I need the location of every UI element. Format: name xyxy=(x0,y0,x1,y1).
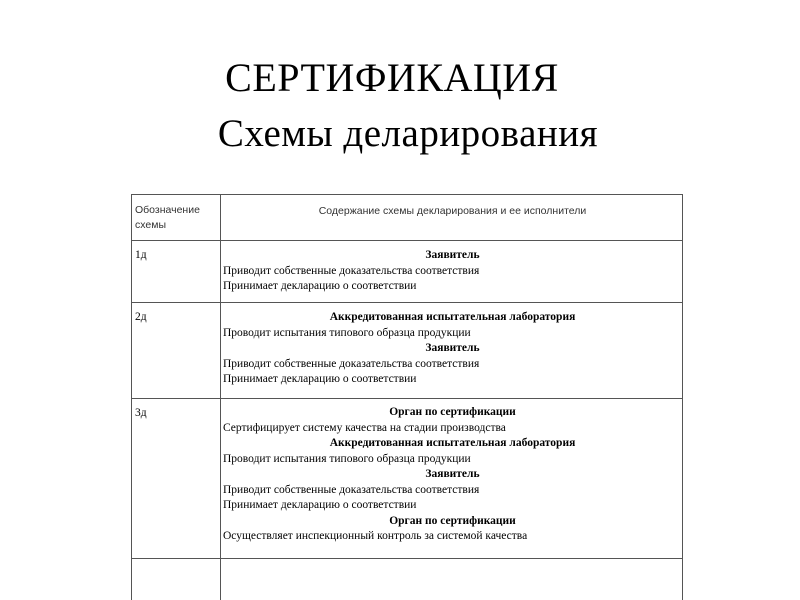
performer-heading: Заявитель xyxy=(425,249,480,261)
performer-heading: Орган по сертификации xyxy=(389,514,516,527)
table-row xyxy=(132,303,682,399)
column-header-scheme-content: Содержание схемы декларирования и ее исполнители xyxy=(318,205,587,217)
performer-action: Осуществляет инспекционный контроль за системой качества xyxy=(223,530,528,542)
performer-action: Приводит собственные доказательства соответствия xyxy=(223,483,480,496)
performer-action: Принимает декларацию о соответствии xyxy=(223,280,417,292)
performer-action: Приводит собственные доказательства соответствия xyxy=(223,264,480,277)
performer-heading: Орган по сертификации xyxy=(389,406,516,418)
performer-action: Приводит собственные доказательства соответствия xyxy=(223,357,480,370)
performer-action: Принимает декларацию о соответствии xyxy=(223,499,417,511)
declaration-schemes-table xyxy=(131,194,683,600)
performer-action: Проводит испытания типового образца продукции xyxy=(223,452,471,465)
page-subtitle: Схемы деларирования xyxy=(217,112,599,155)
scheme-content xyxy=(221,303,682,398)
column-header-scheme-code: Обозначение схемы xyxy=(132,195,221,240)
scheme-content xyxy=(221,399,682,558)
scheme-content xyxy=(221,241,682,302)
table-row-partial xyxy=(132,559,682,600)
page-title: СЕРТИФИКАЦИЯ xyxy=(225,55,559,100)
performer-action: Сертифицирует систему качества на стадии производства xyxy=(223,421,506,434)
scheme-code: 3д xyxy=(132,399,221,558)
performer-action: Принимает декларацию о соответствии xyxy=(223,373,417,385)
table-row xyxy=(132,241,682,303)
table-row xyxy=(132,399,682,559)
scheme-code: 1д xyxy=(132,241,221,302)
table-header-row xyxy=(132,195,682,241)
performer-heading: Заявитель xyxy=(425,342,480,354)
scheme-code-empty xyxy=(132,559,221,600)
performer-heading: Аккредитованная испытательная лаборатория xyxy=(329,311,576,323)
performer-heading: Заявитель xyxy=(425,468,480,480)
scheme-code: 2д xyxy=(132,303,221,398)
performer-heading: Аккредитованная испытательная лаборатория xyxy=(329,437,576,449)
performer-action: Проводит испытания типового образца продукции xyxy=(223,326,471,339)
scheme-content-empty xyxy=(221,559,682,600)
